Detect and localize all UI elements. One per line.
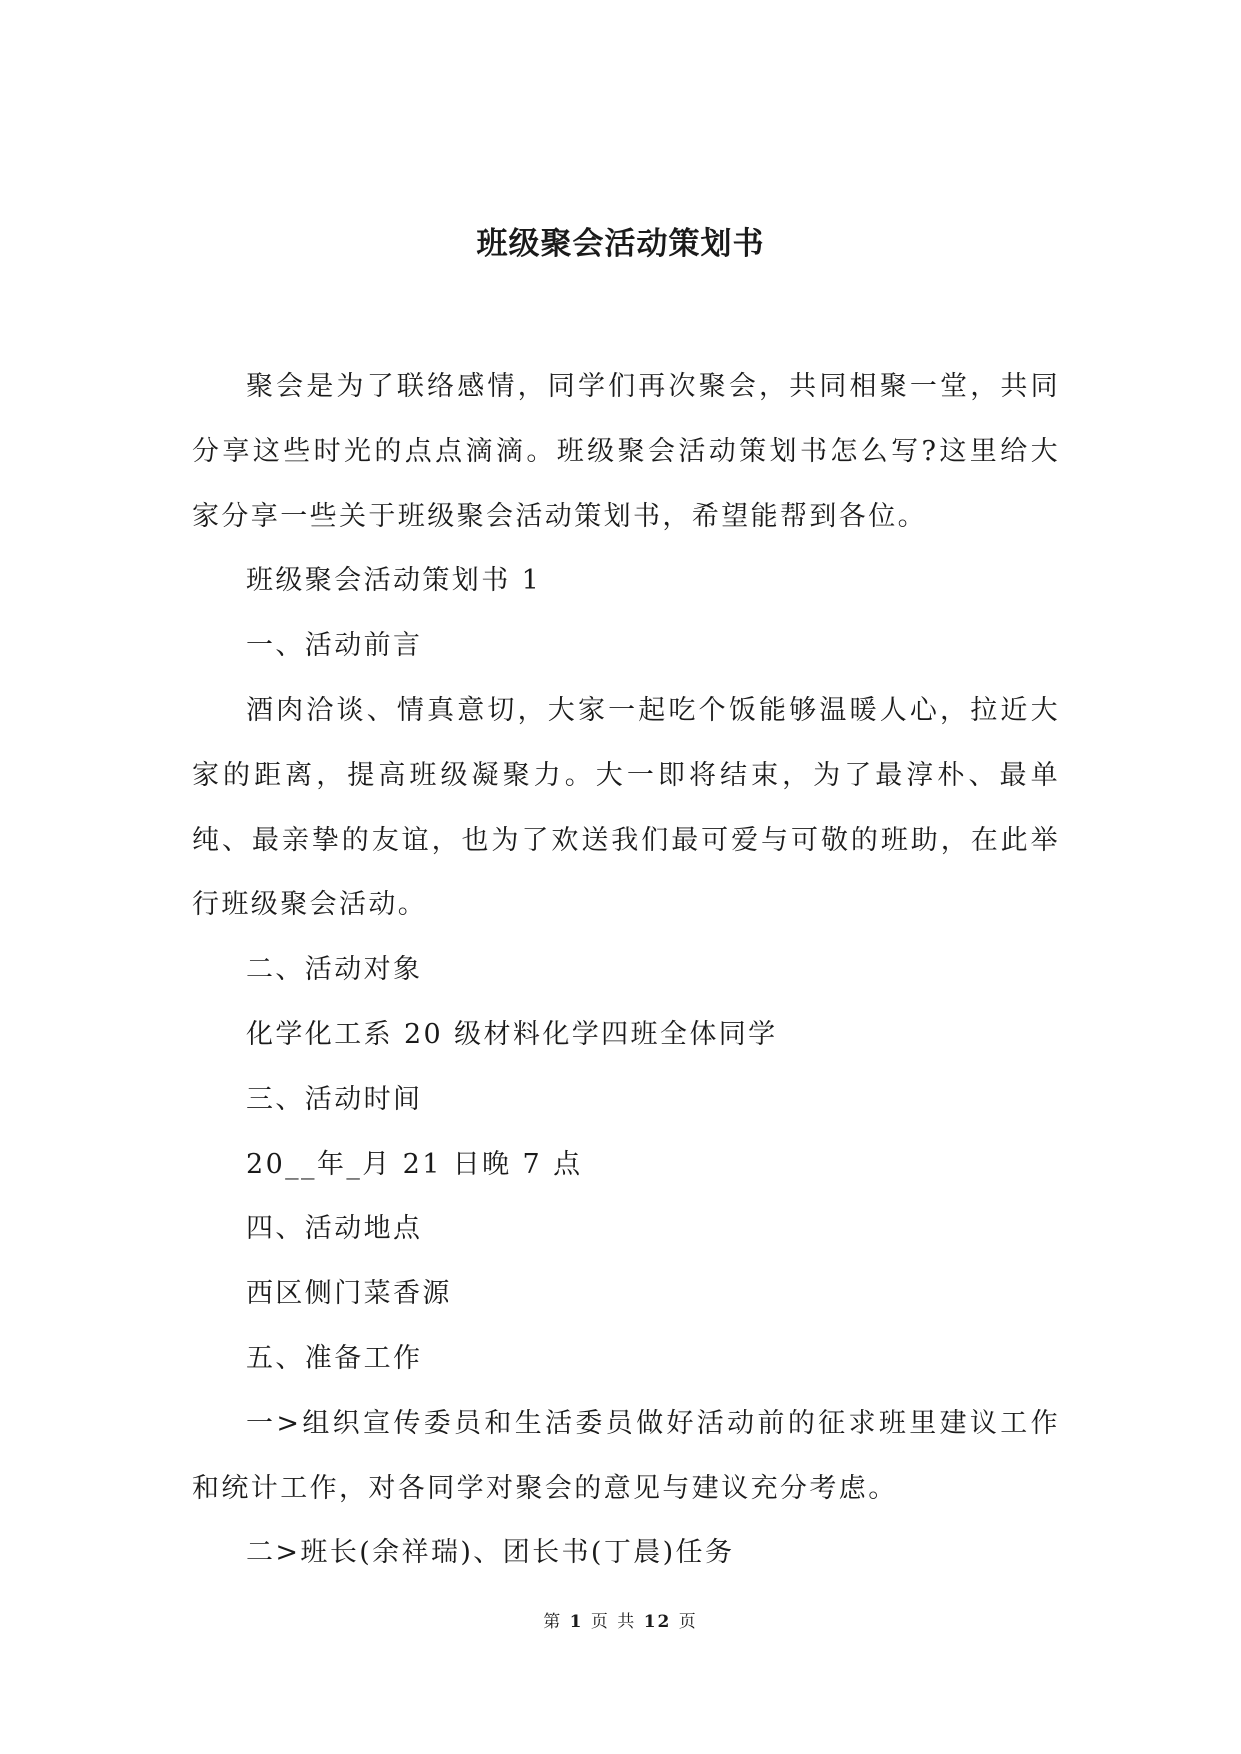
- document-title: 班级聚会活动策划书: [476, 226, 765, 262]
- preparation-item-2: 二>班长(余祥瑞)、团长书(丁晨)任务: [246, 1537, 735, 1569]
- footer-prefix: 第: [543, 1612, 563, 1632]
- section-plan-heading: 班级聚会活动策划书 1: [246, 565, 542, 597]
- heading-time: 三、活动时间: [246, 1083, 423, 1115]
- location-paragraph: 西区侧门菜香源: [246, 1278, 452, 1310]
- preparation-item-1: 一>组织宣传委员和生活委员做好活动前的征求班里建议工作和统计工作，对各同学对聚会的意见与建议充分考虑。: [192, 1407, 1060, 1504]
- audience-paragraph: 化学化工系 20 级材料化学四班全体同学: [246, 1018, 778, 1050]
- heading-location: 四、活动地点: [246, 1213, 423, 1245]
- heading-preface: 一、活动前言: [246, 630, 423, 662]
- page-footer: [0, 1610, 1241, 1634]
- document-body: [192, 355, 1060, 1586]
- footer-middle: 页 共: [590, 1612, 637, 1632]
- total-page-count: 12: [643, 1612, 672, 1632]
- time-paragraph: 20__年_月 21 日晚 7 点: [246, 1148, 583, 1180]
- heading-preparation: 五、准备工作: [246, 1342, 423, 1374]
- intro-paragraph: 聚会是为了联络感情，同学们再次聚会，共同相聚一堂，共同分享这些时光的点点滴滴。班级聚会活动策划书怎么写?这里给大家分享一些关于班级聚会活动策划书，希望能帮到各位。: [192, 371, 1060, 532]
- preface-paragraph: 酒肉洽谈、情真意切，大家一起吃个饭能够温暖人心，拉近大家的距离，提高班级凝聚力。大一即将结束，为了最淳朴、最单纯、最亲挚的友谊，也为了欢送我们最可爱与可敬的班助，在此举行班级聚会活动。: [192, 694, 1060, 921]
- heading-audience: 二、活动对象: [246, 954, 423, 986]
- current-page-number: 1: [569, 1612, 584, 1632]
- footer-suffix: 页: [678, 1612, 698, 1632]
